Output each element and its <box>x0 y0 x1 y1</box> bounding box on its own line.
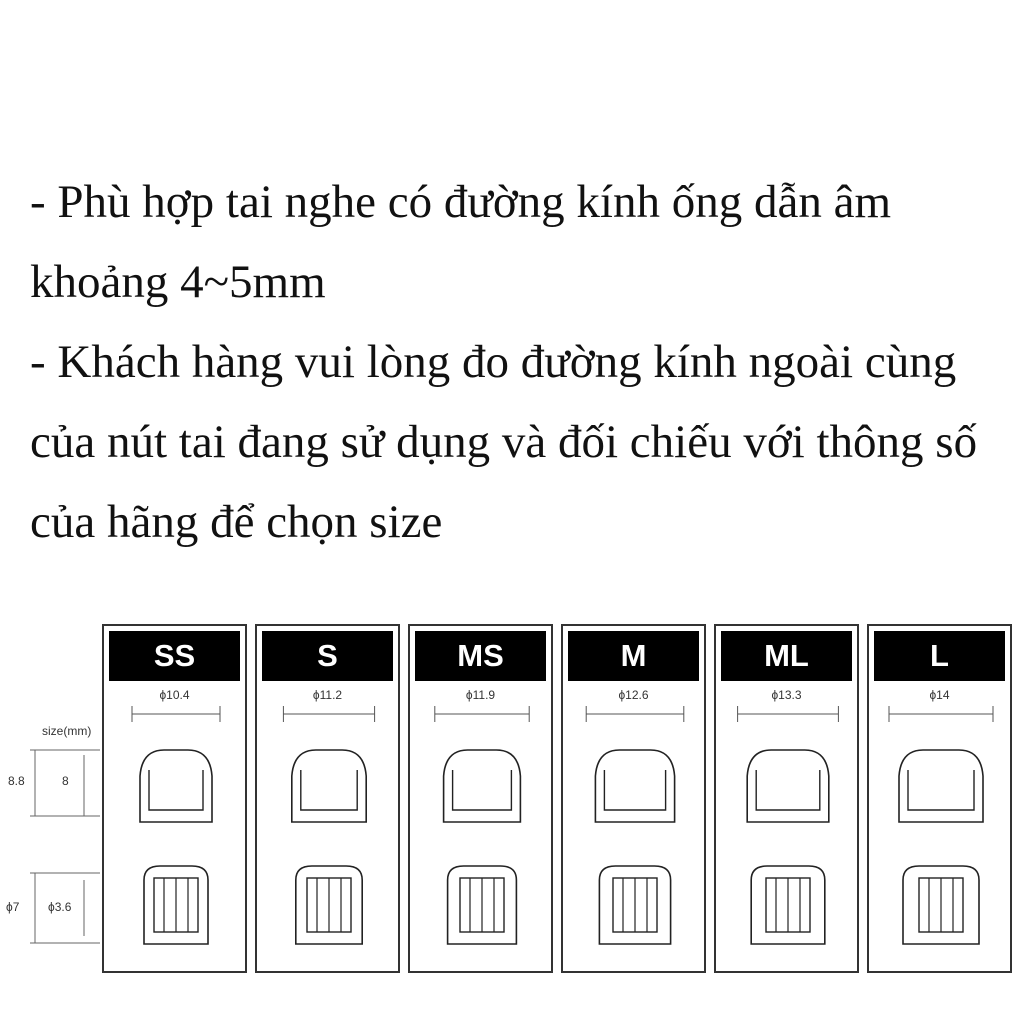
eartip-drawing <box>563 626 708 975</box>
diameter-label: ϕ11.9 <box>465 688 496 702</box>
eartip-inner-wall <box>453 770 512 810</box>
eartip-inner-wall <box>604 770 665 810</box>
diameter-label: ϕ12.6 <box>618 688 649 702</box>
eartip-side-profile <box>140 750 212 822</box>
diameter-label: ϕ14 <box>929 688 950 702</box>
size-panel-ss <box>102 624 247 973</box>
eartip-inner-wall <box>756 770 820 810</box>
eartip-side-profile <box>595 750 674 822</box>
size-panel-l <box>867 624 1012 973</box>
eartip-drawing <box>104 626 249 975</box>
size-tag: M <box>568 631 699 681</box>
eartip-side-profile <box>444 750 521 822</box>
eartip-side-profile <box>899 750 983 822</box>
diameter-label: ϕ10.4 <box>159 688 190 702</box>
eartip-inner-wall <box>301 770 357 810</box>
eartip-drawing <box>410 626 555 975</box>
inner-bore-label: ϕ3.6 <box>48 900 72 914</box>
size-panel-ms <box>408 624 553 973</box>
description-text <box>30 162 1005 562</box>
paragraph-size-guide: - Khách hàng vui lòng đo đường kính ngoài cùng của nút tai đang sử dụng và đối chiếu với thông số của hãng để chọn size <box>30 336 978 548</box>
inner-height-label: 8 <box>62 774 69 788</box>
eartip-drawing <box>257 626 402 975</box>
size-tag: L <box>874 631 1005 681</box>
size-tag: ML <box>721 631 852 681</box>
diameter-label: ϕ13.3 <box>771 688 802 702</box>
unit-label: size(mm) <box>42 724 92 738</box>
eartip-side-profile <box>747 750 829 822</box>
eartip-inner-wall <box>149 770 203 810</box>
eartip-drawing <box>869 626 1014 975</box>
size-tag: MS <box>415 631 546 681</box>
side-dimension-lines <box>0 618 110 988</box>
size-panel-m <box>561 624 706 973</box>
size-panel-ml <box>714 624 859 973</box>
outer-height-label: 8.8 <box>8 774 25 788</box>
diameter-label: ϕ11.2 <box>312 688 343 702</box>
eartip-drawing <box>716 626 861 975</box>
outer-bore-label: ϕ7 <box>6 900 20 914</box>
eartip-inner-wall <box>908 770 974 810</box>
size-panel-s <box>255 624 400 973</box>
size-tag: SS <box>109 631 240 681</box>
size-tag: S <box>262 631 393 681</box>
eartip-side-profile <box>292 750 366 822</box>
paragraph-compatibility: - Phù hợp tai nghe có đường kính ống dẫn âm khoảng 4~5mm <box>30 176 892 308</box>
size-chart <box>0 618 1024 988</box>
